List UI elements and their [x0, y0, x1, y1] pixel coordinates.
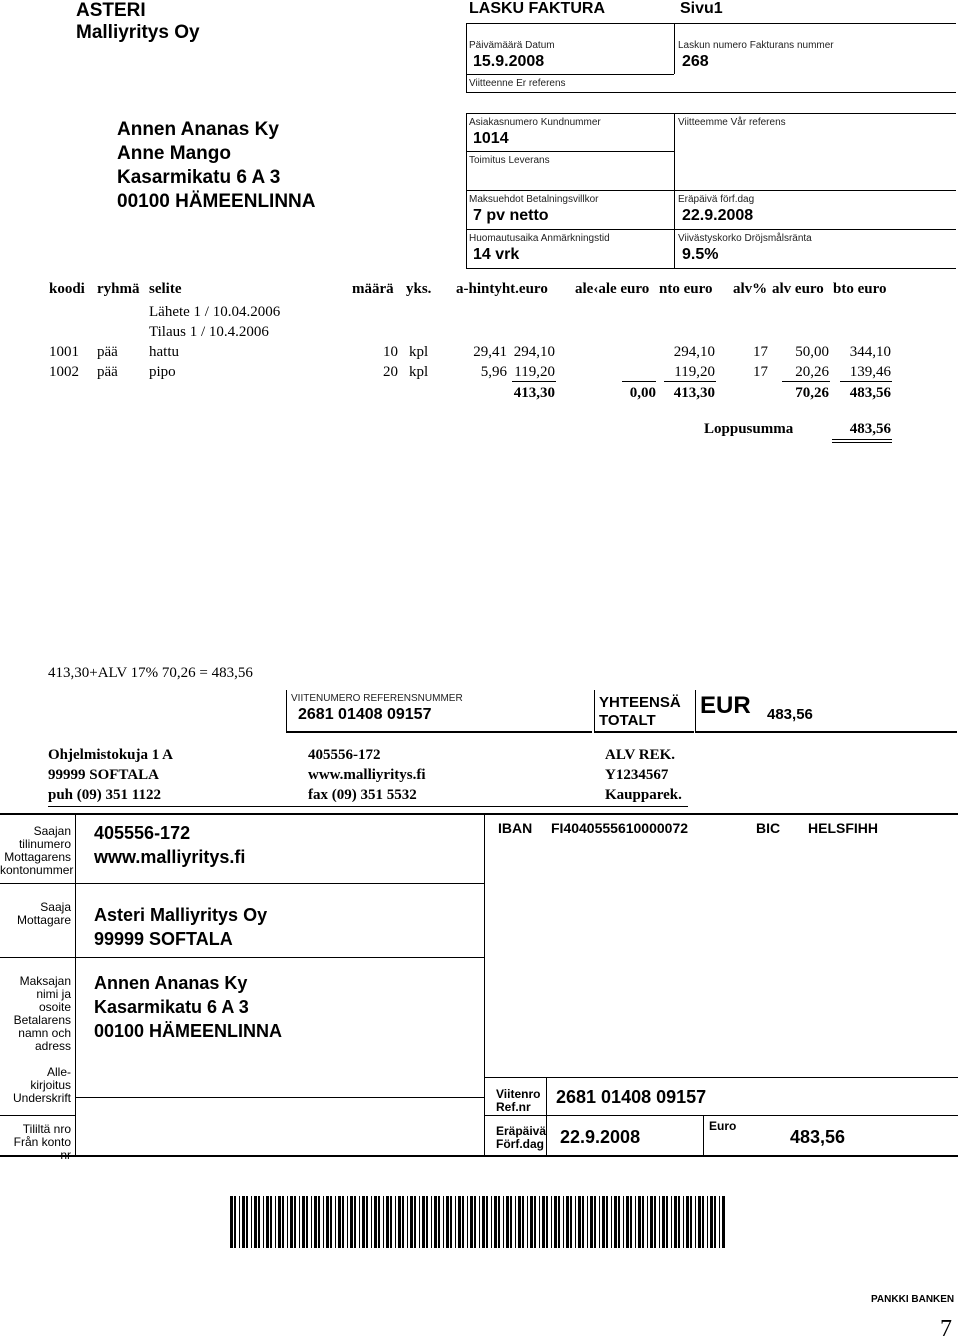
- total-label-fi: YHTEENSÄ: [599, 694, 681, 711]
- barcode-bar: [707, 1196, 708, 1248]
- slip-due-label-line: Förf.dag: [496, 1137, 544, 1151]
- bic-value: HELSFIHH: [808, 820, 878, 836]
- signature-label-line: Underskrift: [12, 1091, 71, 1105]
- barcode-bar: [470, 1196, 473, 1248]
- payer-value: [94, 971, 282, 1043]
- barcode-bar: [666, 1196, 668, 1248]
- barcode-bar: [503, 1196, 504, 1248]
- total-nto: 413,30: [673, 385, 715, 401]
- slip-due-value: 22.9.2008: [560, 1127, 641, 1147]
- barcode-bar: [383, 1196, 384, 1248]
- cell-ryhma: pää: [97, 364, 118, 380]
- document-title: LASKU FAKTURA: [469, 0, 605, 17]
- barcode-bar: [563, 1196, 564, 1248]
- payee-label: [0, 901, 71, 927]
- from-account-label: [0, 1123, 71, 1162]
- footer-line: ALV REK.: [605, 747, 676, 763]
- payer-label-line: adress: [34, 1039, 71, 1053]
- company-name-line2: Malliyritys Oy: [76, 22, 200, 43]
- slip-euro-value: 483,56: [790, 1127, 846, 1147]
- recipient-address: [117, 118, 316, 214]
- barcode-bar: [575, 1196, 576, 1248]
- barcode-bar: [443, 1196, 444, 1248]
- date-label: Päivämäärä Datum: [469, 40, 555, 51]
- barcode-bar: [390, 1196, 392, 1248]
- notice-period-label: Huomautusaika Anmärkningstid: [469, 233, 610, 244]
- barcode-bar: [695, 1196, 696, 1248]
- barcode-bar: [354, 1196, 356, 1248]
- footer-registration: [605, 745, 682, 805]
- barcode-bar: [374, 1196, 377, 1248]
- barcode-bar: [722, 1196, 725, 1248]
- barcode-bar: [606, 1196, 608, 1248]
- footer-line: www.malliyritys.fi: [308, 767, 426, 783]
- due-date-value: 22.9.2008: [682, 207, 754, 224]
- barcode-bar: [710, 1196, 713, 1248]
- account-label-line: kontonummer: [0, 863, 74, 877]
- barcode-bar: [419, 1196, 420, 1248]
- slip-euro-label: Euro: [709, 1119, 737, 1133]
- footer-line: 405556-172: [308, 747, 381, 763]
- total-yht: 413,30: [513, 385, 555, 401]
- bic-label: BIC: [756, 820, 781, 836]
- barcode-bar: [510, 1196, 512, 1248]
- recipient-line: Anne Mango: [117, 143, 231, 164]
- total-bto: 483,56: [849, 385, 891, 401]
- barcode-bar: [446, 1196, 449, 1248]
- footer-line: fax (09) 351 5532: [308, 787, 417, 803]
- barcode-bar: [594, 1196, 596, 1248]
- barcode-bar: [479, 1196, 480, 1248]
- barcode-bar: [530, 1196, 533, 1248]
- barcode-bar: [635, 1196, 636, 1248]
- barcode-bar: [582, 1196, 584, 1248]
- account-label: [0, 824, 74, 877]
- barcode-bar: [335, 1196, 336, 1248]
- footer-line: puh (09) 351 1122: [48, 787, 161, 803]
- barcode-bar: [299, 1196, 300, 1248]
- total-ale: 0,00: [629, 385, 656, 401]
- payee-value: [94, 903, 267, 951]
- slip-ref-label: [496, 1088, 540, 1114]
- interest-rate-label: Viivästyskorko Dröjsmålsränta: [678, 233, 812, 244]
- delivery-label: Toimitus Leverans: [469, 155, 550, 166]
- total-alv-euro: 70,26: [795, 385, 829, 401]
- cell-alv-pct: 17: [753, 344, 768, 360]
- barcode-bar: [578, 1196, 581, 1248]
- cell-yht: 119,20: [514, 364, 555, 380]
- barcode-bar: [698, 1196, 701, 1248]
- barcode-bar: [431, 1196, 432, 1248]
- from-account-label-line: Från konto nr: [13, 1135, 71, 1162]
- cell-yht: 294,10: [513, 344, 555, 360]
- barcode-bar: [371, 1196, 372, 1248]
- footer-line: 99999 SOFTALA: [48, 767, 159, 783]
- cell-nto: 119,20: [674, 364, 715, 380]
- barcode-bar: [683, 1196, 684, 1248]
- barcode-bar: [542, 1196, 545, 1248]
- cell-maara: 10: [383, 344, 398, 360]
- account-label-line: Mottagarens: [4, 850, 71, 864]
- account-number: 405556-172: [94, 823, 191, 843]
- customer-number-value: 1014: [473, 130, 509, 147]
- barcode-bar: [650, 1196, 653, 1248]
- company-name: [76, 0, 200, 44]
- barcode-bar: [338, 1196, 341, 1248]
- signature-label-line: kirjoitus: [30, 1078, 71, 1092]
- date-value: 15.9.2008: [473, 53, 545, 70]
- payer-label-line: namn och: [18, 1026, 71, 1040]
- payer-label: [0, 975, 71, 1053]
- barcode-bar: [402, 1196, 404, 1248]
- order-note: Tilaus 1 / 10.4.2006: [149, 324, 269, 340]
- barcode-bar: [647, 1196, 648, 1248]
- col-header-ale: ale‹ale euro: [575, 281, 650, 297]
- col-header-yks: yks.: [406, 281, 432, 297]
- payment-terms-label: Maksuehdot Betalningsvillkor: [469, 194, 599, 205]
- barcode-bar: [278, 1196, 281, 1248]
- signature-label: [0, 1066, 71, 1105]
- barcode-bar: [686, 1196, 689, 1248]
- due-date-label: Eräpäivä förf.dag: [678, 194, 755, 205]
- signature-label-line: Alle-: [46, 1065, 71, 1079]
- barcode-bar: [314, 1196, 317, 1248]
- barcode-bar: [626, 1196, 629, 1248]
- payer-street: Kasarmikatu 6 A 3: [94, 997, 249, 1017]
- cell-bto: 344,10: [849, 344, 891, 360]
- page-indicator: Sivu1: [680, 0, 723, 17]
- recipient-line: Kasarmikatu 6 A 3: [117, 167, 281, 188]
- slip-due-label: [496, 1125, 546, 1151]
- barcode-bar: [410, 1196, 413, 1248]
- barcode-bar: [330, 1196, 332, 1248]
- footer-line: Ohjelmistokuja 1 A: [48, 747, 174, 763]
- barcode-bar: [518, 1196, 521, 1248]
- barcode-bar: [407, 1196, 408, 1248]
- reference-box: [286, 690, 592, 733]
- col-header-ryhma: ryhmä: [97, 281, 140, 297]
- barcode-bar: [242, 1196, 245, 1248]
- barcode-bar: [534, 1196, 536, 1248]
- barcode-bar: [311, 1196, 312, 1248]
- payer-label-line: nimi ja: [36, 987, 71, 1001]
- recipient-line: Annen Ananas Ky: [117, 119, 279, 140]
- cell-yks: kpl: [409, 364, 429, 380]
- barcode-bar: [642, 1196, 644, 1248]
- iban-label: IBAN: [498, 820, 533, 836]
- barcode-bar: [318, 1196, 320, 1248]
- barcode-bar: [287, 1196, 288, 1248]
- barcode-bar: [638, 1196, 641, 1248]
- barcode-bar: [434, 1196, 437, 1248]
- barcode-bar: [482, 1196, 485, 1248]
- barcode-bar: [275, 1196, 276, 1248]
- col-header-maara: määrä: [352, 281, 394, 297]
- barcode-bar: [599, 1196, 600, 1248]
- barcode-bar: [362, 1196, 365, 1248]
- barcode-bar: [539, 1196, 540, 1248]
- slip-ref-value: 2681 01408 09157: [556, 1087, 707, 1107]
- barcode-bar: [266, 1196, 269, 1248]
- grand-total-label: Loppusumma: [704, 421, 794, 437]
- barcode-bar: [587, 1196, 588, 1248]
- payer-label-line: Maksajan: [19, 974, 71, 988]
- barcode-bar: [659, 1196, 660, 1248]
- cell-nto: 294,10: [673, 344, 715, 360]
- barcode-bar: [258, 1196, 260, 1248]
- iban-value: FI4040555610000072: [551, 820, 689, 836]
- barcode-bar: [282, 1196, 284, 1248]
- interest-rate-value: 9.5%: [682, 246, 719, 263]
- payer-city: 00100 HÄMEENLINNA: [94, 1021, 283, 1041]
- recipient-line: 00100 HÄMEENLINNA: [117, 191, 316, 212]
- barcode-bar: [654, 1196, 656, 1248]
- barcode-bar: [690, 1196, 692, 1248]
- payer-label-line: Betalarens: [13, 1013, 71, 1027]
- cell-maara: 20: [383, 364, 398, 380]
- col-header-bto: bto euro: [833, 281, 887, 297]
- barcode-bar: [498, 1196, 500, 1248]
- barcode-bar: [714, 1196, 716, 1248]
- barcode-bar: [263, 1196, 264, 1248]
- barcode-bar: [494, 1196, 497, 1248]
- barcode-bar: [414, 1196, 416, 1248]
- barcode-bar: [306, 1196, 308, 1248]
- payee-label-line: Saaja: [40, 900, 71, 914]
- col-header-selite: selite: [149, 281, 182, 297]
- slip-ref-label-line: Ref.nr: [496, 1100, 531, 1114]
- payee-name: Asteri Malliyritys Oy: [94, 905, 268, 925]
- barcode-bar: [422, 1196, 425, 1248]
- barcode-bar: [395, 1196, 396, 1248]
- barcode-bar: [546, 1196, 548, 1248]
- barcode-bar: [270, 1196, 272, 1248]
- col-header-a-hinta: a-hintyht.euro: [456, 281, 548, 297]
- cell-alv-euro: 20,26: [795, 364, 829, 380]
- barcode-bar: [623, 1196, 624, 1248]
- barcode-bar: [486, 1196, 488, 1248]
- amount-value: 483,56: [767, 706, 813, 723]
- barcode-bar: [590, 1196, 593, 1248]
- customer-number-label: Asiakasnumero Kundnummer: [469, 117, 601, 128]
- account-website: www.malliyritys.fi: [94, 847, 246, 867]
- cell-yks: kpl: [409, 344, 429, 360]
- barcode-bar: [558, 1196, 560, 1248]
- barcode-bar: [506, 1196, 509, 1248]
- barcode-bar: [239, 1196, 240, 1248]
- footer-contact: [308, 745, 426, 805]
- barcode-bar: [342, 1196, 344, 1248]
- barcode-bar: [246, 1196, 248, 1248]
- barcode-bar: [614, 1196, 617, 1248]
- barcode-bar: [234, 1196, 236, 1248]
- barcode-bar: [662, 1196, 665, 1248]
- page-number: 7: [940, 1316, 952, 1341]
- payee-label-line: Mottagare: [16, 913, 71, 927]
- barcode-bar: [630, 1196, 632, 1248]
- barcode-bar: [702, 1196, 704, 1248]
- cell-bto: 139,46: [849, 364, 891, 380]
- currency-label: EUR: [700, 692, 751, 719]
- total-box-labels: [599, 694, 681, 730]
- barcode-bar: [570, 1196, 572, 1248]
- amount-box: [695, 690, 957, 733]
- barcode-bar: [618, 1196, 620, 1248]
- slip-due-label-line: Eräpäivä: [496, 1124, 547, 1138]
- cell-koodi: 1001: [49, 344, 79, 360]
- barcode-bar: [719, 1196, 720, 1248]
- barcode-bar: [671, 1196, 672, 1248]
- barcode-bar: [611, 1196, 612, 1248]
- barcode-bar: [302, 1196, 305, 1248]
- barcode-bar: [674, 1196, 677, 1248]
- barcode-bar: [254, 1196, 257, 1248]
- barcode-bar: [426, 1196, 428, 1248]
- order-note: Lähete 1 / 10.04.2006: [149, 304, 281, 320]
- vat-summary-line: 413,30+ALV 17% 70,26 = 483,56: [48, 665, 253, 681]
- cell-ryhma: pää: [97, 344, 118, 360]
- barcode-bar: [290, 1196, 293, 1248]
- col-header-alv-euro: alv euro: [772, 281, 824, 297]
- footer-line: Y1234567: [605, 767, 669, 783]
- barcode-bar: [602, 1196, 605, 1248]
- payer-name: Annen Ananas Ky: [94, 973, 248, 993]
- total-label-sv: TOTALT: [599, 712, 656, 729]
- payment-terms-value: 7 pv netto: [473, 207, 549, 224]
- barcode-bar: [438, 1196, 440, 1248]
- your-reference-label: Viitteenne Er referens: [469, 78, 566, 89]
- cell-alv-pct: 17: [753, 364, 768, 380]
- col-header-alv-pct: alv%: [733, 281, 768, 297]
- col-header-nto: nto euro: [659, 281, 713, 297]
- footer-address: [48, 745, 173, 805]
- slip-ref-label-line: Viitenro: [496, 1087, 541, 1101]
- account-label-line: Saajan: [33, 824, 71, 838]
- barcode-bar: [462, 1196, 464, 1248]
- barcode-bar: [251, 1196, 252, 1248]
- total-box: [594, 690, 694, 733]
- company-name-line1: ASTERI: [76, 0, 146, 21]
- barcode-bar: [230, 1196, 233, 1248]
- payee-city: 99999 SOFTALA: [94, 929, 233, 949]
- bank-label: PANKKI BANKEN: [871, 1294, 955, 1305]
- barcode-bar: [458, 1196, 461, 1248]
- barcode-bar: [554, 1196, 557, 1248]
- barcode-bar: [474, 1196, 476, 1248]
- our-reference-label: Viitteemme Vår referens: [678, 117, 786, 128]
- barcode-bar: [350, 1196, 353, 1248]
- payment-barcode: [230, 1196, 730, 1248]
- cell-koodi: 1002: [49, 364, 79, 380]
- grand-total-value: 483,56: [849, 421, 891, 437]
- invoice-number-value: 268: [682, 53, 709, 70]
- barcode-bar: [467, 1196, 468, 1248]
- barcode-bar: [366, 1196, 368, 1248]
- col-header-koodi: koodi: [49, 281, 85, 297]
- barcode-bar: [522, 1196, 524, 1248]
- account-label-line: tilinumero: [18, 837, 71, 851]
- barcode-bar: [527, 1196, 528, 1248]
- barcode-bar: [491, 1196, 492, 1248]
- barcode-bar: [386, 1196, 389, 1248]
- barcode-bar: [323, 1196, 324, 1248]
- cell-a-hinta: 5,96: [480, 364, 507, 380]
- reference-value: 2681 01408 09157: [298, 706, 432, 723]
- barcode-bar: [347, 1196, 348, 1248]
- cell-alv-euro: 50,00: [795, 344, 829, 360]
- barcode-bar: [294, 1196, 296, 1248]
- footer-line: Kaupparek.: [605, 787, 682, 803]
- cell-selite: pipo: [149, 364, 176, 380]
- notice-period-value: 14 vrk: [473, 246, 520, 263]
- barcode-bar: [678, 1196, 680, 1248]
- from-account-label-line: Tililtä nro: [22, 1122, 71, 1136]
- barcode-bar: [359, 1196, 360, 1248]
- account-value: [94, 821, 245, 869]
- barcode-bar: [515, 1196, 516, 1248]
- barcode-bar: [398, 1196, 401, 1248]
- barcode-bar: [326, 1196, 329, 1248]
- barcode-bar: [551, 1196, 552, 1248]
- barcode-bar: [566, 1196, 569, 1248]
- barcode-bar: [450, 1196, 452, 1248]
- barcode-bar: [455, 1196, 456, 1248]
- invoice-number-label: Laskun numero Fakturans nummer: [678, 40, 834, 51]
- payer-label-line: osoite: [38, 1000, 71, 1014]
- barcode-bar: [378, 1196, 380, 1248]
- cell-selite: hattu: [149, 344, 179, 360]
- cell-a-hinta: 29,41: [473, 344, 507, 360]
- reference-label: VIITENUMERO REFERENSNUMMER: [291, 693, 463, 704]
